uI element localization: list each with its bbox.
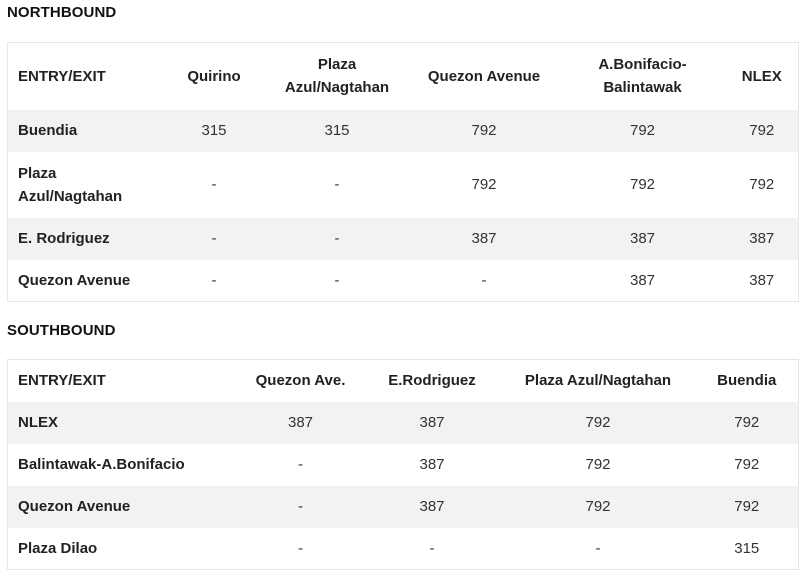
toll-cell: 792 (734, 498, 760, 515)
toll-cell: 315 (324, 122, 350, 139)
toll-cell: - (595, 539, 601, 557)
column-header: Quezon Avenue (427, 67, 541, 85)
entry-cell: Quezon Avenue (18, 271, 131, 289)
toll-cell: 792 (749, 176, 775, 193)
toll-cell: 792 (629, 176, 656, 193)
toll-cell: 387 (419, 456, 445, 473)
table-row (8, 152, 799, 218)
toll-cell: - (334, 176, 340, 193)
entry-cell: Plaza Dilao (18, 539, 98, 557)
column-header: ENTRY/EXIT (18, 372, 106, 390)
toll-cell: 387 (419, 498, 445, 515)
toll-cell: 792 (471, 122, 497, 139)
toll-cell: 387 (629, 230, 656, 247)
entry-cell: Buendia (18, 122, 78, 139)
toll-cell: - (211, 230, 217, 247)
entry-cell: Plaza Azul/Nagtahan (18, 164, 123, 205)
table-row (8, 486, 799, 528)
toll-cell: 792 (629, 122, 656, 139)
entry-cell: NLEX (18, 414, 59, 431)
toll-cell: 387 (287, 414, 314, 431)
toll-cell: 387 (629, 271, 656, 289)
toll-cell: 792 (734, 456, 760, 473)
table-header-row (8, 360, 799, 402)
toll-cell: 315 (734, 539, 760, 557)
table-row (8, 402, 799, 444)
table-header-row (8, 43, 799, 110)
toll-cell: 315 (201, 122, 227, 139)
column-header: NLEX (741, 67, 782, 85)
toll-cell: - (298, 498, 303, 515)
toll-cell: - (429, 539, 435, 557)
column-header: ENTRY/EXIT (18, 67, 106, 85)
toll-cell: 792 (471, 176, 497, 193)
table-row (8, 528, 799, 570)
toll-cell: - (334, 271, 340, 289)
toll-cell: 387 (749, 230, 775, 247)
northbound-toll-table (7, 42, 799, 302)
southbound-title: SOUTHBOUND (7, 322, 116, 339)
column-header: Plaza Azul/Nagtahan (284, 56, 390, 97)
toll-cell: - (211, 176, 217, 193)
column-header: E.Rodriguez (388, 372, 476, 390)
toll-cell: 387 (471, 230, 497, 247)
toll-cell: 387 (419, 414, 445, 431)
entry-cell: Quezon Avenue (18, 498, 131, 515)
entry-cell: E. Rodriguez (18, 230, 110, 247)
column-header: Quirino (187, 67, 241, 85)
toll-cell: - (211, 271, 217, 289)
column-header: Plaza Azul/Nagtahan (524, 372, 672, 390)
toll-cell: - (334, 230, 340, 247)
toll-cell: - (298, 456, 303, 473)
toll-cell: - (298, 539, 303, 557)
entry-cell: Balintawak-A.Bonifacio (18, 456, 185, 473)
column-header: Buendia (717, 372, 777, 390)
table-row (8, 260, 799, 302)
toll-cell: 792 (585, 498, 611, 515)
table-row (8, 110, 799, 152)
table-row (8, 444, 799, 486)
northbound-title: NORTHBOUND (7, 4, 117, 21)
column-header: Quezon Ave. (255, 372, 346, 390)
toll-cell: - (481, 271, 487, 289)
table-row (8, 218, 799, 260)
toll-cell: 792 (585, 414, 611, 431)
toll-cell: 387 (749, 271, 775, 289)
toll-cell: 792 (585, 456, 611, 473)
southbound-toll-table (7, 359, 799, 570)
toll-cell: 792 (749, 122, 775, 139)
column-header: A.Bonifacio-Balintawak (598, 56, 687, 97)
toll-cell: 792 (734, 414, 760, 431)
